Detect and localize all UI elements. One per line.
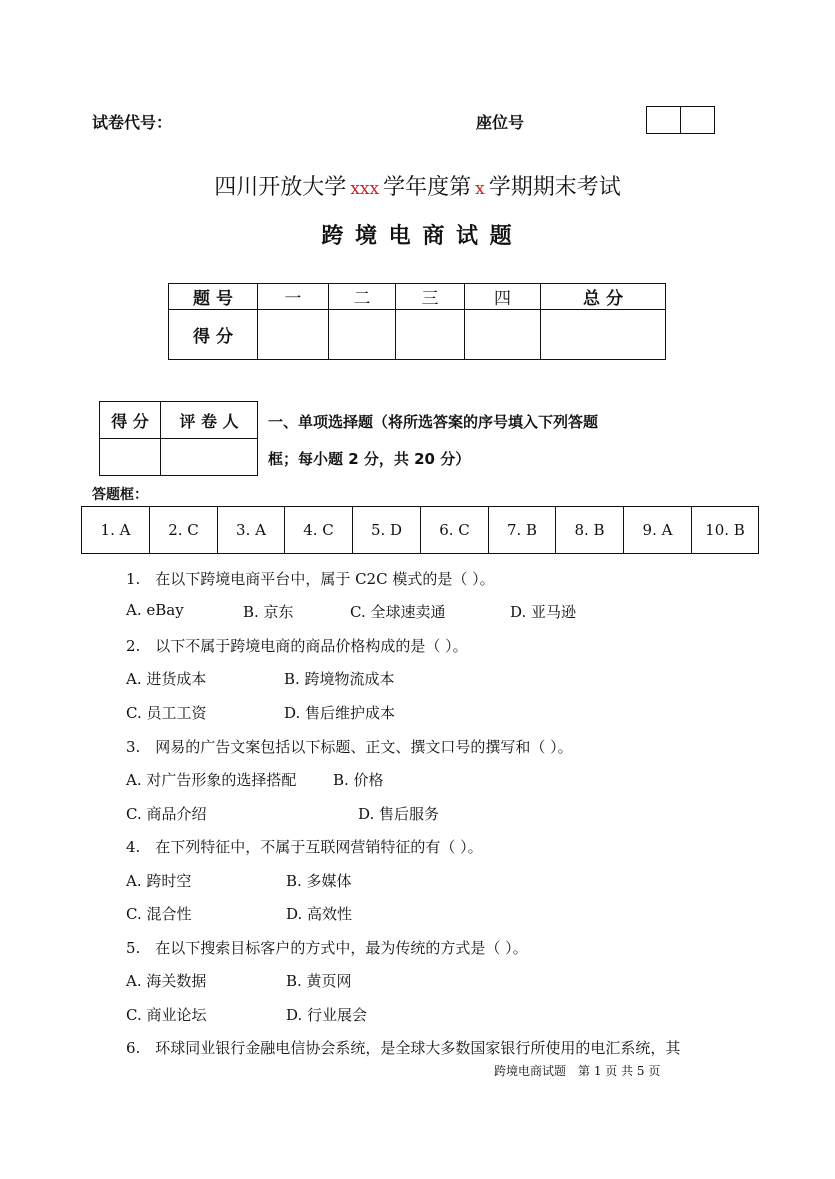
seat-box (647, 107, 681, 134)
grader-score-cell (100, 439, 161, 476)
title-school: 四川开放大学 (214, 175, 347, 200)
answer-cell: 6. C (421, 507, 489, 554)
question-1-option-b: B. 京东 (243, 603, 294, 621)
section-heading-line1: 一、单项选择题（将所选答案的序号填入下列答题 (268, 413, 599, 431)
question-1-option-a: A. eBay (126, 601, 184, 619)
score-table-row-label: 得 分 (169, 310, 258, 360)
question-2-stem: 2. 以下不属于跨境电商的商品价格构成的是（ ）。 (126, 637, 468, 655)
seat-number-boxes (646, 106, 715, 134)
answer-cell: 7. B (489, 507, 556, 554)
answer-cell: 4. C (285, 507, 353, 554)
score-table-header: 题 号 (169, 284, 258, 310)
seat-box (681, 107, 715, 134)
score-table-header: 四 (465, 284, 541, 310)
question-2-option-d: D. 售后维护成本 (284, 704, 396, 722)
answer-box (81, 506, 759, 554)
score-cell (465, 310, 541, 360)
question-6-stem: 6. 环球同业银行金融电信协会系统，是全球大多数国家银行所使用的电汇系统，其 (126, 1039, 681, 1057)
title-term-prefix: 学年度第 (383, 175, 472, 200)
question-1-option-d: D. 亚马逊 (510, 603, 577, 621)
score-table-header: 三 (396, 284, 465, 310)
question-4-option-d: D. 高效性 (286, 905, 353, 923)
answer-cell: 10. B (692, 507, 759, 554)
grader-name-cell (161, 439, 258, 476)
question-5-option-a: A. 海关数据 (126, 972, 207, 990)
score-table (168, 283, 666, 360)
section-heading-line2: 框；每小题 2 分，共 20 分） (268, 450, 471, 468)
subject-title: 跨 境 电 商 试 题 (321, 224, 514, 249)
answer-cell: 2. C (150, 507, 218, 554)
question-5-option-d: D. 行业展会 (286, 1006, 368, 1024)
score-cell (541, 310, 666, 360)
question-3-option-c: C. 商品介绍 (126, 805, 207, 823)
title-year-placeholder: xxx (350, 179, 380, 199)
question-5-option-b: B. 黄页网 (286, 972, 352, 990)
score-table-header: 一 (258, 284, 329, 310)
question-3-stem: 3. 网易的广告文案包括以下标题、正文、撰文口号的撰写和（ ）。 (126, 738, 573, 756)
question-2-option-b: B. 跨境物流成本 (284, 670, 395, 688)
question-3-option-b: B. 价格 (333, 771, 384, 789)
question-4-option-a: A. 跨时空 (126, 872, 192, 890)
score-table-header: 二 (329, 284, 396, 310)
answer-cell: 1. A (82, 507, 150, 554)
answer-cell: 9. A (624, 507, 692, 554)
answer-cell: 5. D (353, 507, 421, 554)
question-2-option-c: C. 员工工资 (126, 704, 207, 722)
answer-cell: 8. B (556, 507, 624, 554)
answer-box-label: 答题框： (92, 487, 148, 503)
score-cell (258, 310, 329, 360)
question-4-option-c: C. 混合性 (126, 905, 192, 923)
grader-box (99, 401, 258, 476)
title-exam-type: 学期期末考试 (488, 175, 621, 200)
answer-cell: 3. A (218, 507, 285, 554)
question-3-option-a: A. 对广告形象的选择搭配 (126, 771, 297, 789)
question-4-stem: 4. 在下列特征中，不属于互联网营销特征的有（ ）。 (126, 838, 483, 856)
title-term-placeholder: x (475, 179, 485, 199)
seat-number-label: 座位号 (476, 113, 525, 132)
page-footer: 跨境电商试题 第 1 页 共 5 页 (494, 1064, 661, 1078)
score-table-header: 总 分 (541, 284, 666, 310)
question-5-stem: 5. 在以下搜索目标客户的方式中，最为传统的方式是（ ）。 (126, 939, 528, 957)
question-3-option-d: D. 售后服务 (358, 805, 440, 823)
grader-score-label: 得 分 (100, 402, 161, 439)
question-2-option-a: A. 进货成本 (126, 670, 207, 688)
score-cell (396, 310, 465, 360)
question-4-option-b: B. 多媒体 (286, 872, 352, 890)
question-1-stem: 1. 在以下跨境电商平台中，属于 C2C 模式的是（ ）。 (126, 570, 495, 588)
grader-name-label: 评 卷 人 (161, 402, 258, 439)
score-cell (329, 310, 396, 360)
paper-code-label: 试卷代号： (92, 113, 173, 132)
question-1-option-c: C. 全球速卖通 (350, 603, 446, 621)
exam-title (0, 170, 835, 201)
question-5-option-c: C. 商业论坛 (126, 1006, 207, 1024)
